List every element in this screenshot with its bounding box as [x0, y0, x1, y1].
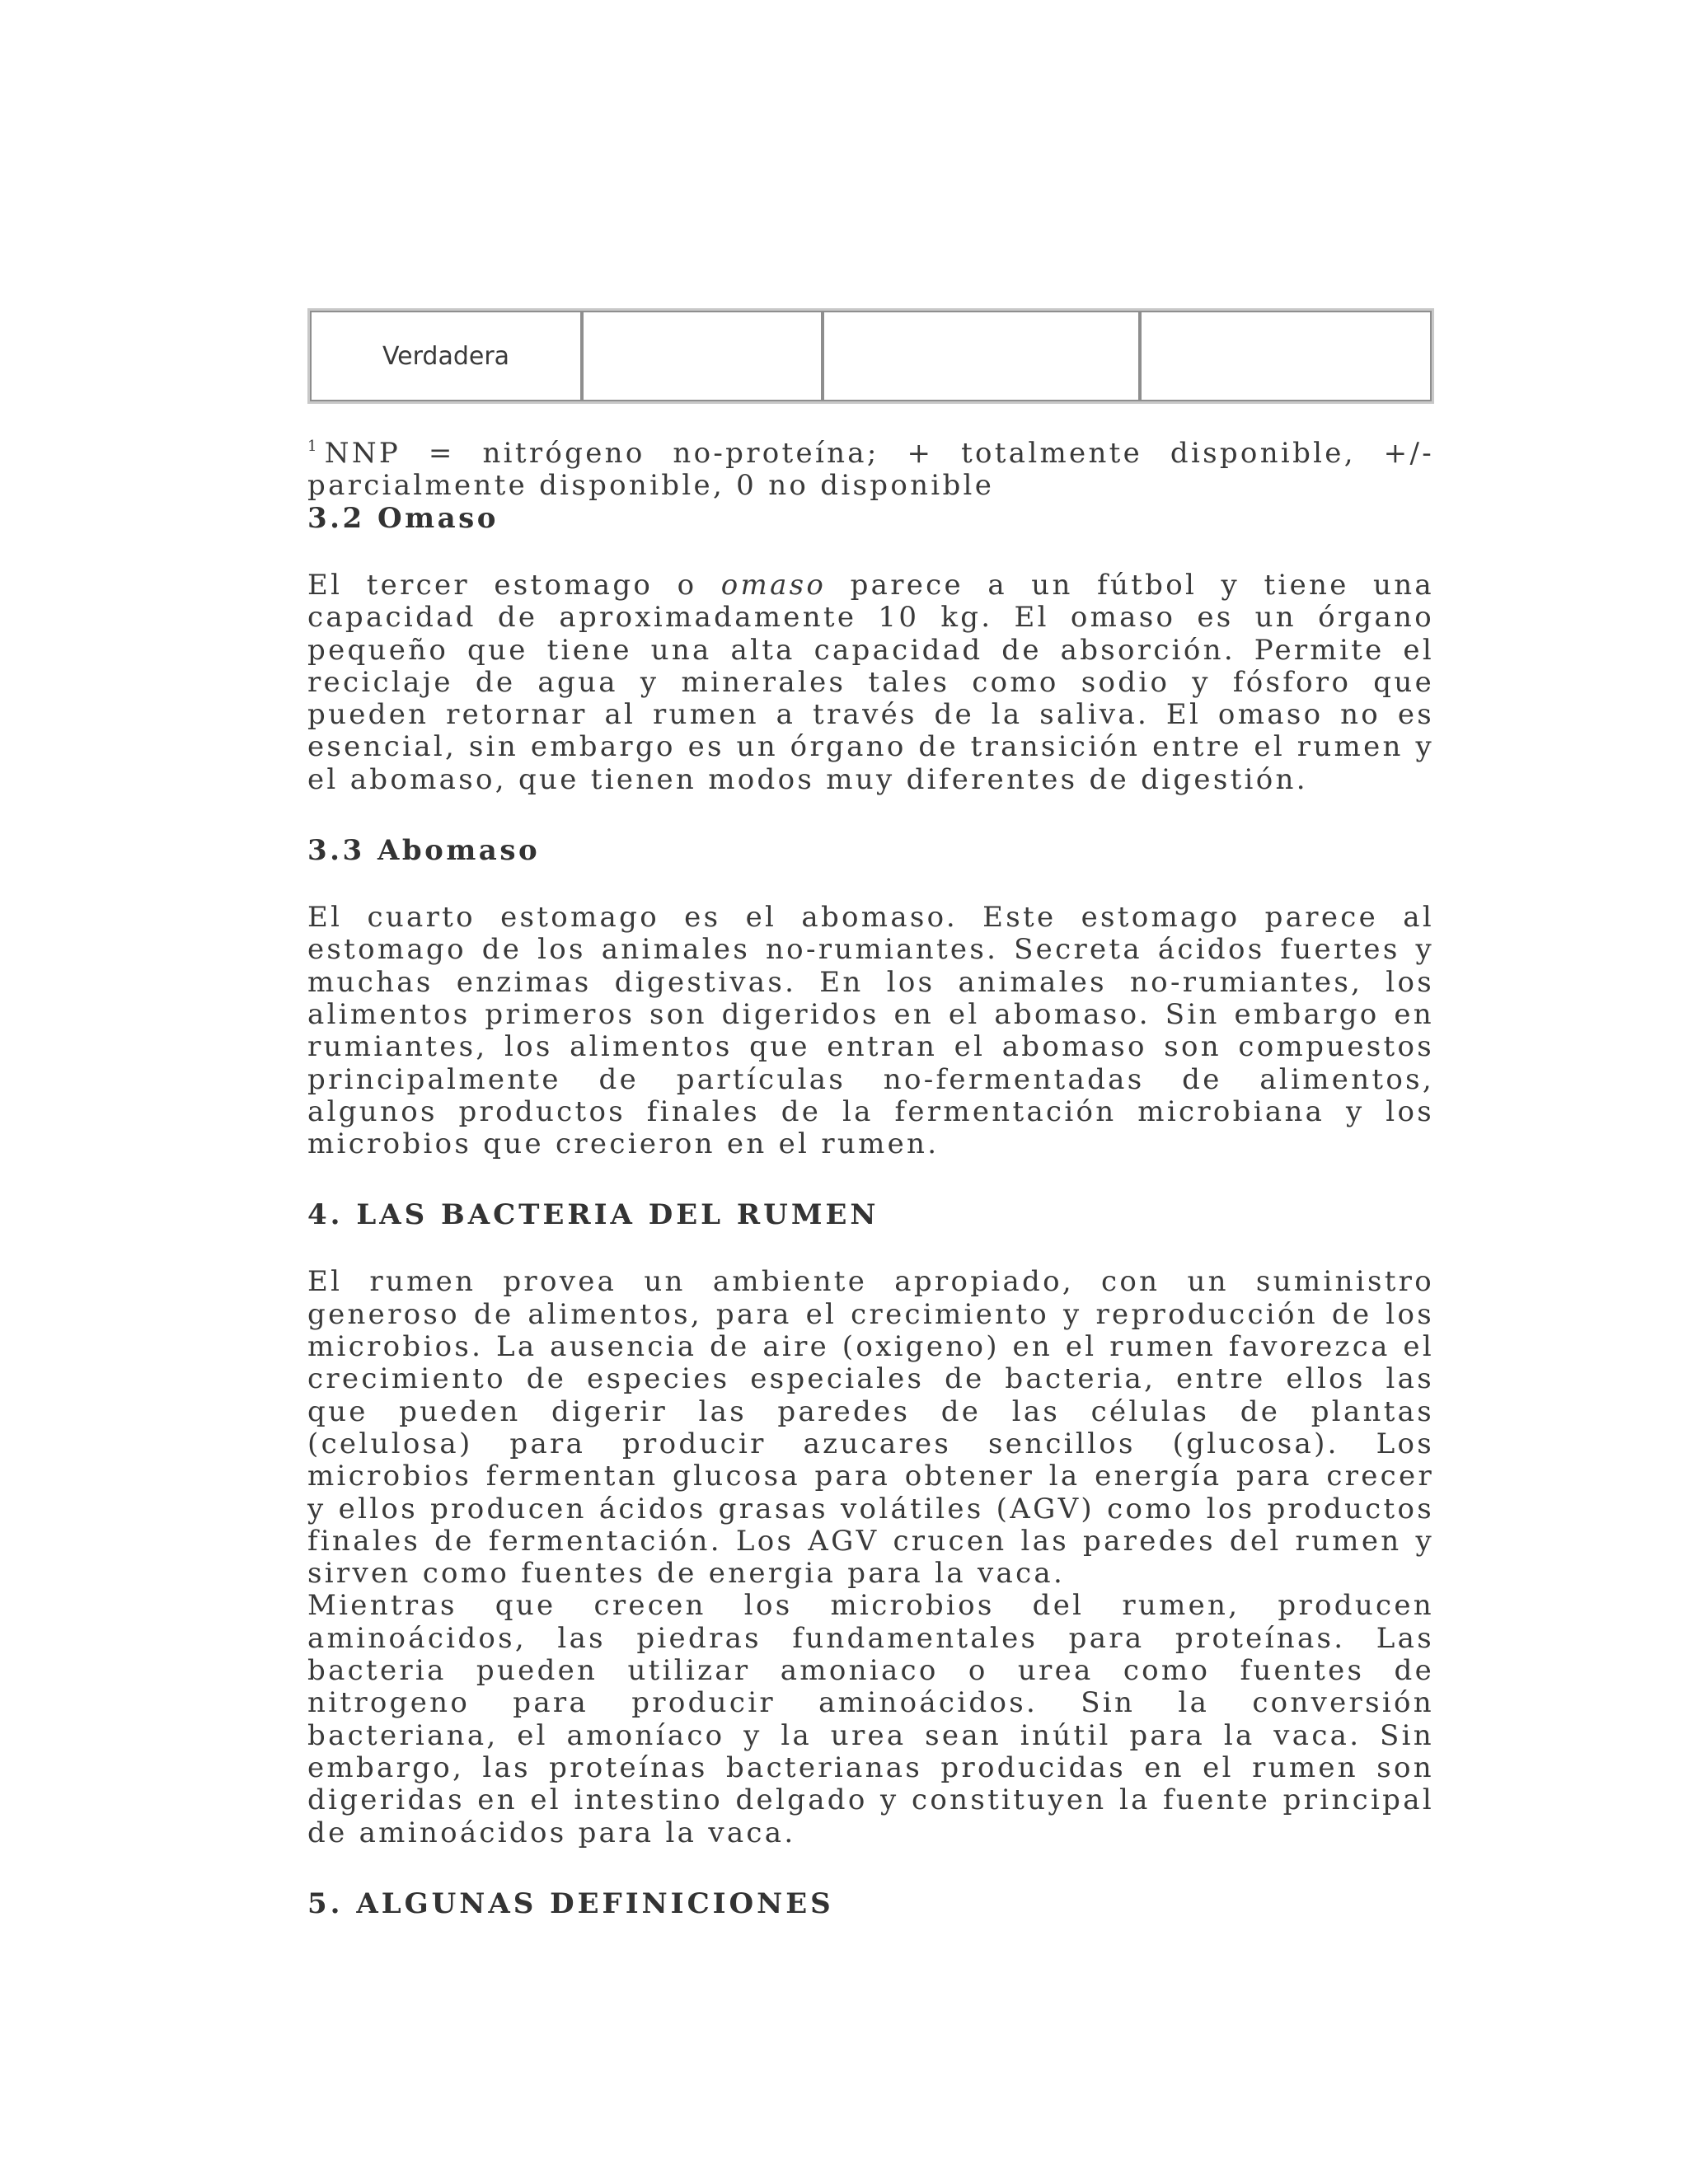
paragraph-bacteria-2: Mientras que crecen los microbios del rumen, producen aminoácidos, las piedras fundamentales para proteínas. Las bacteria pueden utilizar amoniaco o urea como fuentes de nitrogeno para producir aminoácidos. Sin la conversión bacteriana, el amoníaco y la urea sean inútil para la vaca. Sin embargo, las proteínas bacterianas producidas en el rumen son digeridas en el intestino delgado y constituyen la fuente principal de aminoácidos para la vaca.: [307, 1589, 1434, 1849]
table-row: [310, 311, 1432, 401]
paragraph-text: parece a un fútbol y tiene una capacidad de aproximadamente 10 kg. El omaso es un órgano pequeño que tiene una alta capacidad de absorción. Permite el reciclaje de agua y minerales tales como sodio y fósforo que pueden retornar al rumen a través de la saliva. El omaso no es esencial, sin embargo es un órgano de transición entre el rumen y el abomaso, que tienen modos muy diferentes de digestión.: [307, 569, 1435, 796]
section-heading-abomaso: 3.3 Abomaso: [307, 834, 541, 868]
table-cell: [582, 311, 823, 401]
paragraph-omaso: [307, 569, 1434, 796]
data-table: [307, 308, 1434, 404]
section-heading-bacteria: 4. LAS BACTERIA DEL RUMEN: [307, 1198, 879, 1232]
section-heading-omaso: 3.2 Omaso: [307, 502, 499, 535]
table-cell: Verdadera: [310, 311, 582, 401]
section-heading-definiciones: 5. ALGUNAS DEFINICIONES: [307, 1886, 834, 1920]
footnote-mark: 1: [307, 438, 320, 455]
footnote-text: NNP = nitrógeno no-proteína; + totalmente disponible, +/- parcialmente disponible, 0 no disponible: [307, 437, 1434, 502]
table-cell: [1140, 311, 1432, 401]
paragraph-abomaso: El cuarto estomago es el abomaso. Este estomago parece al estomago de los animales no-rumiantes. Secreta ácidos fuertes y muchas enzimas digestivas. En los animales no-rumiantes, los alimentos primeros son digeridos en el abomaso. Sin embargo en rumiantes, los alimentos que entran el abomaso son compuestos principalmente de partículas no-fermentadas de alimentos, algunos productos finales de la fermentación microbiana y los microbios que crecieron en el rumen.: [307, 901, 1434, 1161]
paragraph-bacteria-1: El rumen provea un ambiente apropiado, con un suministro generoso de alimentos, para el crecimiento y reproducción de los microbios. La ausencia de aire (oxigeno) en el rumen favorezca el crecimiento de especies especiales de bacteria, entre ellos las que pueden digerir las paredes de las células de plantas (celulosa) para producir azucares sencillos (glucosa). Los microbios fermentan glucosa para obtener la energía para crecer y ellos producen ácidos grasas volátiles (AGV) como los productos finales de fermentación. Los AGV crucen las paredes del rumen y sirven como fuentes de energia para la vaca.: [307, 1265, 1434, 1591]
table-cell: [823, 311, 1140, 401]
document-page: [307, 308, 1434, 1920]
emphasis-term: omaso: [720, 569, 827, 602]
paragraph-text: El tercer estomago o: [307, 569, 721, 602]
table-footnote: [307, 430, 1434, 502]
